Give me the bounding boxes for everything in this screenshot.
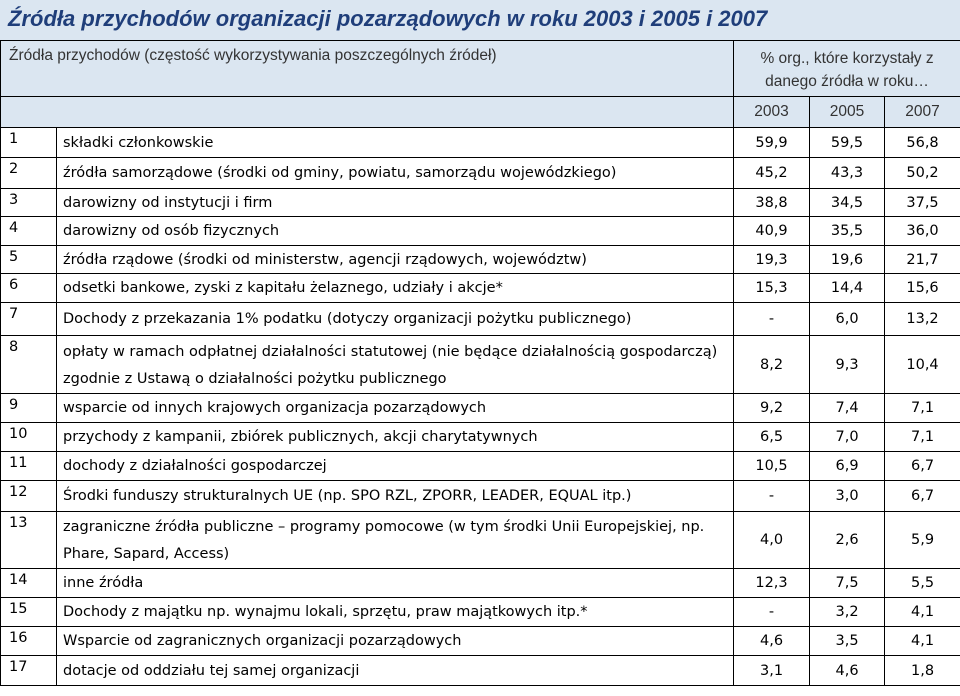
row-label: źródła rządowe (środki od ministerstw, agencji rządowych, województw) bbox=[57, 246, 734, 274]
value-2005: 19,6 bbox=[810, 246, 885, 274]
source-column-header: Źródła przychodów (częstość wykorzystywania poszczególnych źródeł) bbox=[1, 41, 734, 97]
value-2007: 56,8 bbox=[885, 128, 960, 158]
row-number: 17 bbox=[1, 656, 57, 686]
value-2003: 6,5 bbox=[734, 423, 810, 452]
table-row bbox=[1, 158, 960, 189]
row-label: Dochody z przekazania 1% podatku (dotyczy organizacji pożytku publicznego) bbox=[57, 303, 734, 336]
row-number: 13 bbox=[1, 512, 57, 569]
value-2003: 40,9 bbox=[734, 217, 810, 246]
value-2003: - bbox=[734, 303, 810, 336]
value-2007: 7,1 bbox=[885, 394, 960, 423]
value-2005: 7,0 bbox=[810, 423, 885, 452]
row-label: Wsparcie od zagranicznych organizacji pozarządowych bbox=[57, 627, 734, 656]
row-number: 4 bbox=[1, 217, 57, 246]
value-2005: 2,6 bbox=[810, 512, 885, 569]
row-number: 6 bbox=[1, 274, 57, 303]
value-2005: 6,9 bbox=[810, 452, 885, 481]
value-2003: 8,2 bbox=[734, 336, 810, 394]
table-row bbox=[1, 303, 960, 336]
value-2007: 7,1 bbox=[885, 423, 960, 452]
row-label: Dochody z majątku np. wynajmu lokali, sprzętu, praw majątkowych itp.* bbox=[57, 598, 734, 627]
table-row bbox=[1, 394, 960, 423]
row-number: 5 bbox=[1, 246, 57, 274]
table-row bbox=[1, 274, 960, 303]
value-2007: 15,6 bbox=[885, 274, 960, 303]
title-bar bbox=[0, 0, 960, 40]
row-number: 12 bbox=[1, 481, 57, 512]
value-2005: 7,4 bbox=[810, 394, 885, 423]
value-2007: 4,1 bbox=[885, 598, 960, 627]
value-2005: 3,5 bbox=[810, 627, 885, 656]
row-number: 2 bbox=[1, 158, 57, 189]
row-number: 16 bbox=[1, 627, 57, 656]
value-2003: 59,9 bbox=[734, 128, 810, 158]
row-number: 10 bbox=[1, 423, 57, 452]
value-2007: 4,1 bbox=[885, 627, 960, 656]
value-2005: 3,2 bbox=[810, 598, 885, 627]
table-row bbox=[1, 336, 960, 394]
table-row bbox=[1, 512, 960, 569]
table-row bbox=[1, 128, 960, 158]
row-label: dotacje od oddziału tej samej organizacji bbox=[57, 656, 734, 686]
row-label: odsetki bankowe, zyski z kapitału żelaznego, udziały i akcje* bbox=[57, 274, 734, 303]
row-label: inne źródła bbox=[57, 569, 734, 598]
value-2007: 5,5 bbox=[885, 569, 960, 598]
value-2005: 6,0 bbox=[810, 303, 885, 336]
row-number: 7 bbox=[1, 303, 57, 336]
value-2003: - bbox=[734, 481, 810, 512]
row-label: dochody z działalności gospodarczej bbox=[57, 452, 734, 481]
table-row bbox=[1, 656, 960, 686]
value-2005: 9,3 bbox=[810, 336, 885, 394]
table-row bbox=[1, 423, 960, 452]
table-row bbox=[1, 598, 960, 627]
row-label: Środki funduszy strukturalnych UE (np. SPO RZL, ZPORR, LEADER, EQUAL itp.) bbox=[57, 481, 734, 512]
value-2005: 14,4 bbox=[810, 274, 885, 303]
value-2003: - bbox=[734, 598, 810, 627]
row-label: zagraniczne źródła publiczne – programy pomocowe (w tym środki Unii Europejskiej, np. Phare, Sapard, Access) bbox=[57, 512, 734, 569]
table-row bbox=[1, 452, 960, 481]
value-2003: 9,2 bbox=[734, 394, 810, 423]
years-header-row bbox=[1, 97, 960, 128]
row-label: darowizny od instytucji i firm bbox=[57, 189, 734, 217]
value-2005: 35,5 bbox=[810, 217, 885, 246]
row-number: 1 bbox=[1, 128, 57, 158]
years-header-blank bbox=[1, 97, 734, 128]
table-row bbox=[1, 217, 960, 246]
value-2005: 59,5 bbox=[810, 128, 885, 158]
value-2007: 1,8 bbox=[885, 656, 960, 686]
year-header-2003: 2003 bbox=[734, 97, 810, 128]
percent-column-header: % org., które korzystały z danego źródła w roku… bbox=[734, 41, 960, 97]
row-label: źródła samorządowe (środki od gminy, powiatu, samorządu wojewódzkiego) bbox=[57, 158, 734, 189]
row-label: opłaty w ramach odpłatnej działalności statutowej (nie będące działalnością gospodarczą) zgodnie z Ustawą o działalności pożytku publicznego bbox=[57, 336, 734, 394]
value-2007: 10,4 bbox=[885, 336, 960, 394]
value-2005: 43,3 bbox=[810, 158, 885, 189]
value-2005: 7,5 bbox=[810, 569, 885, 598]
value-2003: 3,1 bbox=[734, 656, 810, 686]
table-row bbox=[1, 246, 960, 274]
value-2003: 45,2 bbox=[734, 158, 810, 189]
header-row bbox=[1, 41, 960, 97]
row-label: wsparcie od innych krajowych organizacja pozarządowych bbox=[57, 394, 734, 423]
row-label: składki członkowskie bbox=[57, 128, 734, 158]
value-2003: 15,3 bbox=[734, 274, 810, 303]
page-title: Źródła przychodów organizacji pozarządowych w roku 2003 i 2005 i 2007 bbox=[8, 6, 768, 31]
year-header-2007: 2007 bbox=[885, 97, 960, 128]
value-2007: 6,7 bbox=[885, 481, 960, 512]
row-number: 11 bbox=[1, 452, 57, 481]
value-2003: 19,3 bbox=[734, 246, 810, 274]
row-label: darowizny od osób fizycznych bbox=[57, 217, 734, 246]
value-2007: 13,2 bbox=[885, 303, 960, 336]
year-header-2005: 2005 bbox=[810, 97, 885, 128]
row-label: przychody z kampanii, zbiórek publicznych, akcji charytatywnych bbox=[57, 423, 734, 452]
value-2005: 34,5 bbox=[810, 189, 885, 217]
income-sources-table bbox=[0, 40, 960, 686]
value-2005: 4,6 bbox=[810, 656, 885, 686]
value-2003: 4,0 bbox=[734, 512, 810, 569]
value-2003: 4,6 bbox=[734, 627, 810, 656]
table-row bbox=[1, 569, 960, 598]
value-2005: 3,0 bbox=[810, 481, 885, 512]
row-number: 8 bbox=[1, 336, 57, 394]
table-row bbox=[1, 481, 960, 512]
row-number: 3 bbox=[1, 189, 57, 217]
value-2003: 38,8 bbox=[734, 189, 810, 217]
row-number: 14 bbox=[1, 569, 57, 598]
row-number: 9 bbox=[1, 394, 57, 423]
value-2003: 12,3 bbox=[734, 569, 810, 598]
table-row bbox=[1, 627, 960, 656]
table-row bbox=[1, 189, 960, 217]
value-2007: 6,7 bbox=[885, 452, 960, 481]
value-2007: 21,7 bbox=[885, 246, 960, 274]
value-2007: 5,9 bbox=[885, 512, 960, 569]
value-2003: 10,5 bbox=[734, 452, 810, 481]
value-2007: 36,0 bbox=[885, 217, 960, 246]
value-2007: 50,2 bbox=[885, 158, 960, 189]
row-number: 15 bbox=[1, 598, 57, 627]
value-2007: 37,5 bbox=[885, 189, 960, 217]
